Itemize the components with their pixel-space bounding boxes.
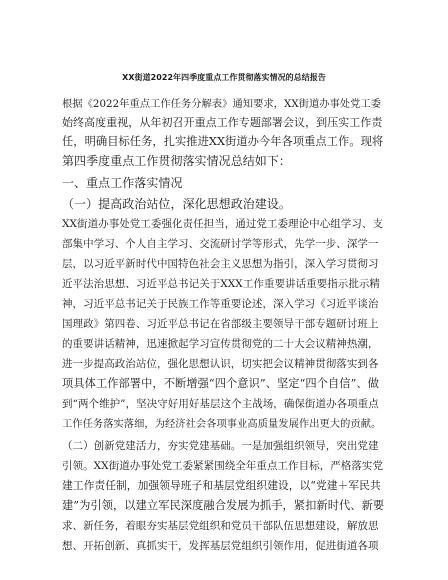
subsection-heading: （一）提高政治站位，深化思想政治建设。 <box>62 197 291 211</box>
paragraph-line: 近平法治思想、习近平总书记关于XXX工作重要讲话重要指示批示精 <box>62 278 380 290</box>
document-title: XX街道2022年四季度重点工作贯彻落实情况的总结报告 <box>122 73 326 82</box>
paragraph-line: （二）创新党建活力，夯实党建基础。一是加强组织领导，突出党建 <box>62 440 379 452</box>
paragraph-line: 建工作责任制，加强领导班子和基层党组织建设，以“党建＋军民共 <box>62 479 381 492</box>
section-heading: 一、重点工作落实情况 <box>62 176 183 190</box>
paragraph-line: 任，明确目标任务，扎实推进XX街道办今年各项重点工作。现将 <box>62 135 384 148</box>
paragraph-line: 的重要讲话精神，迅速掀起学习宣传贯彻党的二十大会议精神热潮， <box>62 338 379 350</box>
paragraph-line: 引领。XX街道办事处党工委紧紧围绕全年重点工作目标，严格落实党 <box>62 460 383 472</box>
paragraph-line: 神，习近平总书记关于民族工作等重要论述，深入学习《习近平谈治 <box>62 298 379 310</box>
paragraph-line: XX街道办事处党工委强化责任担当，通过党工委理论中心组学习、支 <box>62 218 383 230</box>
paragraph-line: 始终高度重视，从年初召开重点工作专题部署会议，到压实工作责 <box>62 116 383 129</box>
paragraph-line: 根据《2022年重点工作任务分解表》通知要求，XX街道办事处党工委 <box>62 98 382 110</box>
paragraph-line: 想、开拓创新、真抓实干，发挥基层党组织引领作用，促进街道各项 <box>62 540 379 552</box>
paragraph-line: 国理政》第四卷、习近平总书记在省部级主要领导干部专题研讨班上 <box>62 318 379 330</box>
paragraph-line: 层，以习近平新时代中国特色社会主义思想为指引，深入学习贯彻习 <box>62 258 379 270</box>
paragraph-line: 求、新任务，着眼夯实基层党组织和党员干部队伍思想建设，解放思 <box>62 520 379 532</box>
paragraph-line: 到“两个维护”，坚决守好用好基层这个主战场，确保街道办各项重点 <box>62 398 379 410</box>
paragraph-line: 进一步提高政治站位，强化思想认识，切实把会议精神贯彻落实到各 <box>62 358 379 370</box>
paragraph-line: 建”为引领，以建立军民深度融合发展为抓手，紧扣新时代、新要 <box>62 499 385 512</box>
paragraph-line: 项具体工作部署中，不断增强“四个意识”、坚定“四个自信”、做 <box>62 377 380 390</box>
paragraph-line: 第四季度重点工作贯彻落实情况总结如下： <box>62 154 291 168</box>
paragraph-line: 工作任务落实落细，为经济社会各项事业高质量发展作出更大的贡献。 <box>62 418 382 430</box>
paragraph-line: 部集中学习、个人自主学习、交流研讨学等形式，先学一步、深学一 <box>62 238 379 250</box>
